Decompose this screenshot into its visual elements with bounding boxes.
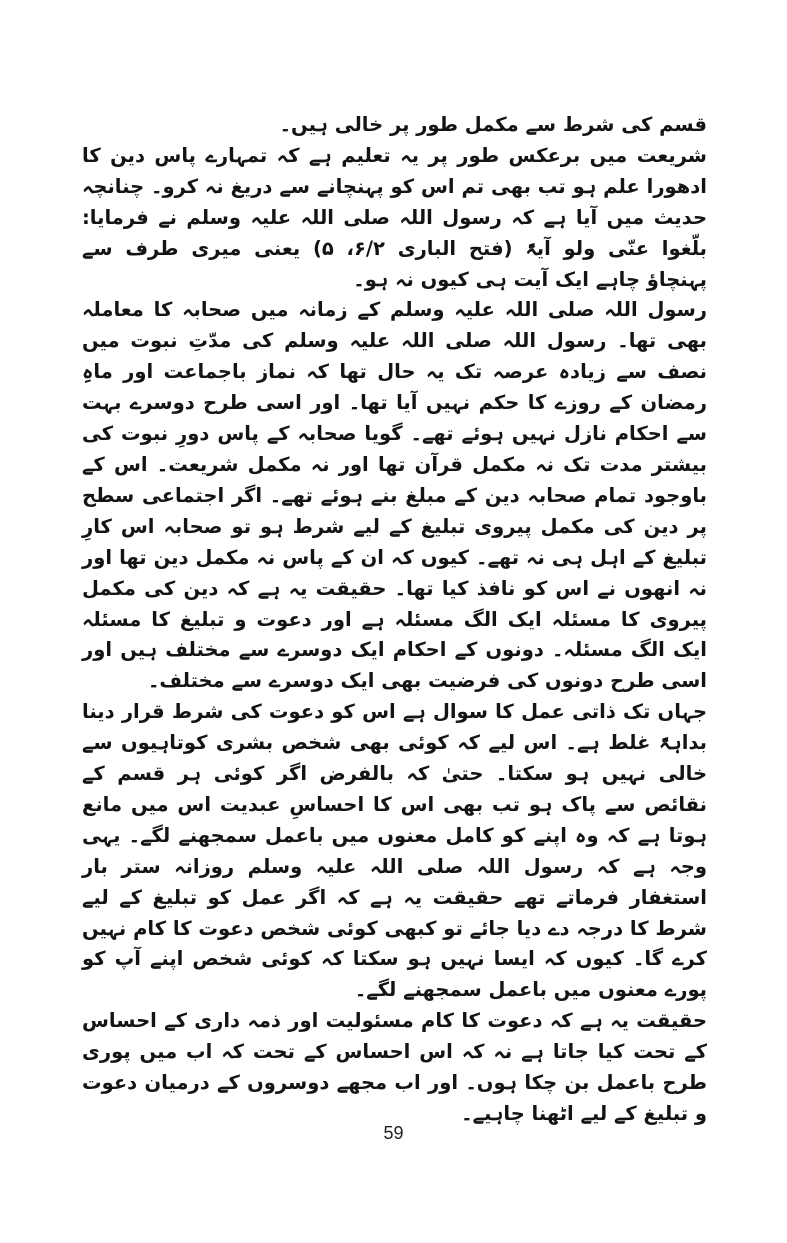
paragraph-3: رسول اللہ صلی اللہ علیہ وسلم کے زمانہ میں صحابہ کا معاملہ بھی تھا۔ رسول اللہ صلی اللہ علیہ وسلم کی مدّتِ نبوت میں نصف سے زیادہ عرصہ تک یہ حال تھا کہ نماز باجماعت اور ماہِ رمضان کے روزے کا حکم نہیں آیا تھا۔ اور اسی طرح دوسرے بہت سے احکام نازل نہیں ہوئے تھے۔ گویا صحابہ کے پاس دورِ نبوت کی بیشتر مدت تک نہ مکمل قرآن تھا اور نہ مکمل شریعت۔ اس کے باوجود تمام صحابہ دین کے مبلغ بنے ہوئے تھے۔ اگر اجتماعی سطح پر دین کی مکمل پیروی تبلیغ کے لیے شرط ہو تو صحابہ اس کارِ تبلیغ کے اہل ہی نہ تھے۔ کیوں کہ ان کے پاس نہ مکمل دین تھا اور نہ انھوں نے اس کو نافذ کیا تھا۔ حقیقت یہ ہے کہ دین کی مکمل پیروی کا مسئلہ ایک الگ مسئلہ ہے اور دعوت و تبلیغ کا مسئلہ ایک الگ مسئلہ۔ دونوں کے احکام ایک دوسرے سے مختلف ہیں اور اسی طرح دونوں کی فرضیت بھی ایک دوسرے سے مختلف۔ [82, 298, 707, 693]
paragraph-1: قسم کی شرط سے مکمل طور پر خالی ہیں۔ [279, 113, 707, 136]
paragraph-2: شریعت میں برعکس طور پر یہ تعلیم ہے کہ تمہارے پاس دین کا ادھورا علم ہو تب بھی تم اس کو پہنچانے سے دریغ نہ کرو۔ چنانچہ حدیث میں آیا ہے کہ رسول اللہ صلی اللہ علیہ وسلم نے فرمایا: بلّغوا عنّی ولو آیۃً (فتح الباری ۶/۲، ۵) یعنی میری طرف سے پہنچاؤ چاہے ایک آیت ہی کیوں نہ ہو۔ [82, 143, 708, 291]
page-number: 59 [383, 1123, 404, 1143]
paragraph-4: جہاں تک ذاتی عمل کا سوال ہے اس کو دعوت کی شرط قرار دینا بداہۃً غلط ہے۔ اس لیے کہ کوئی بھی شخص بشری کوتاہیوں سے خالی نہیں ہو سکتا۔ حتیٰ کہ بالفرض اگر کوئی ہر قسم کے نقائص سے پاک ہو تب بھی اس کا احساسِ عبدیت اس میں مانع ہوتا ہے کہ وہ اپنے کو کامل معنوں میں باعمل سمجھنے لگے۔ یہی وجہ ہے کہ رسول اللہ صلی اللہ علیہ وسلم روزانہ ستر بار استغفار فرماتے تھے حقیقت یہ ہے کہ اگر عمل کو تبلیغ کے لیے شرط کا درجہ دے دیا جائے تو کبھی کوئی شخص دعوت کا کام نہیں کرے گا۔ کیوں کہ ایسا نہیں ہو سکتا کہ کوئی شخص اپنے آپ کو پورے معنوں میں باعمل سمجھنے لگے۔ [82, 700, 707, 1002]
paragraph-5: حقیقت یہ ہے کہ دعوت کا کام مسئولیت اور ذمہ داری کے احساس کے تحت کیا جاتا ہے نہ کہ اس احساس کے تحت کہ اب میں پوری طرح باعمل بن چکا ہوں۔ اور اب مجھے دوسروں کے درمیان دعوت و تبلیغ کے لیے اٹھنا چاہیے۔ [82, 1009, 707, 1125]
page-body-text [82, 110, 707, 1130]
